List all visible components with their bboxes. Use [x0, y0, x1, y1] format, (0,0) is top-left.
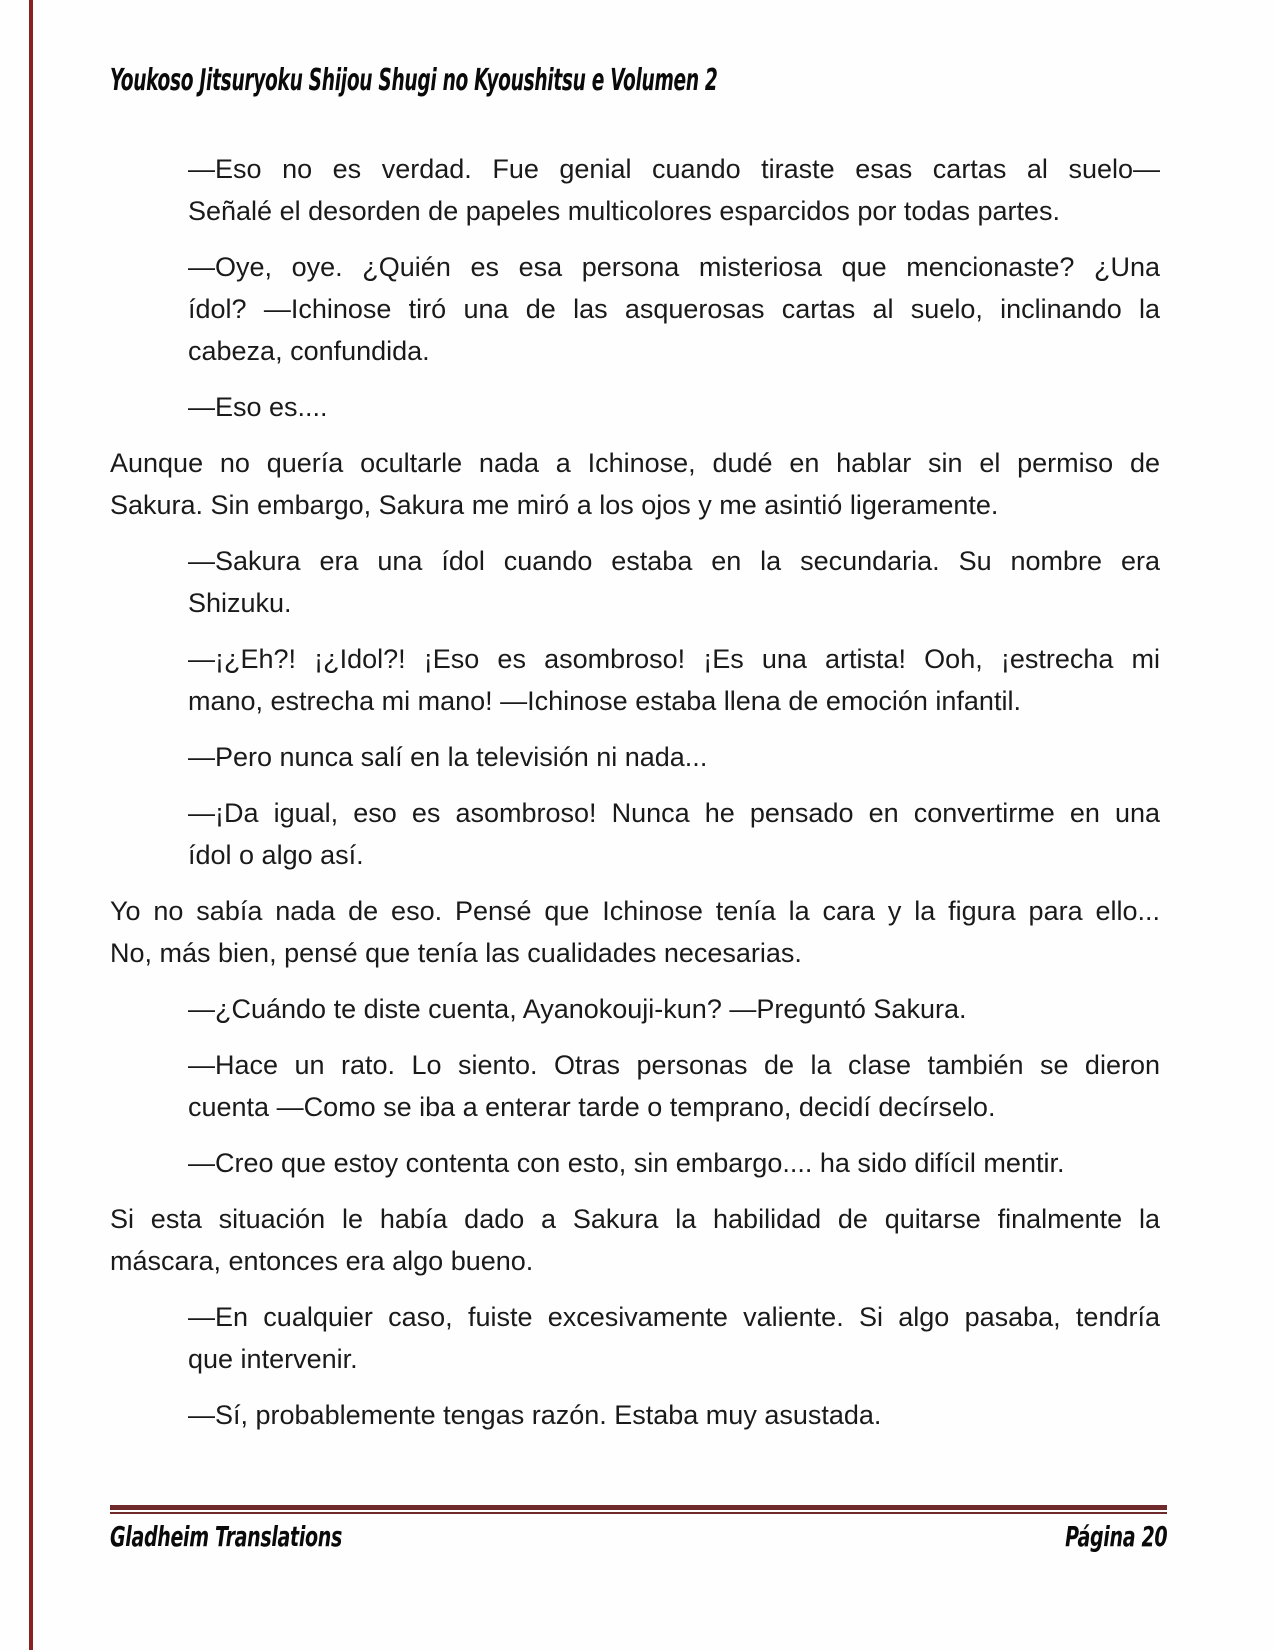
text-line: Señalé el desorden de papeles multicolores esparcidos por todas partes.	[188, 196, 1061, 226]
footer-rule	[110, 1505, 1167, 1514]
text-line: que intervenir.	[188, 1344, 358, 1374]
text-line: —¿Cuándo te diste cuenta, Ayanokouji-kun? —Preguntó Sakura.	[188, 994, 967, 1024]
text-line: No, más bien, pensé que tenía las cualidades necesarias.	[110, 938, 802, 968]
text-line: —Sí, probablemente tengas razón. Estaba muy asustada.	[188, 1400, 882, 1430]
page-footer	[110, 1520, 1167, 1556]
text-line: —En cualquier caso, fuiste excesivamente valiente. Si algo pasaba, tendría	[188, 1302, 1160, 1332]
footer-translator-credit: Gladheim Translations	[110, 1520, 342, 1553]
text-line: Si esta situación le había dado a Sakura la habilidad de quitarse finalmente la	[110, 1204, 1160, 1234]
paragraph-dialogue	[188, 1296, 1160, 1380]
text-line: —¡Da igual, eso es asombroso! Nunca he pensado en convertirme en una	[188, 798, 1160, 828]
header-title: Youkoso Jitsuryoku Shijou Shugi no Kyoushitsu e Volumen 2	[110, 63, 718, 98]
paragraph-narration	[110, 442, 1160, 526]
text-line: —Creo que estoy contenta con esto, sin embargo.... ha sido difícil mentir.	[188, 1148, 1065, 1178]
paragraph-dialogue	[188, 1142, 1160, 1184]
paragraph-dialogue	[188, 988, 1160, 1030]
footer-page-number: Página 20	[1064, 1520, 1167, 1553]
paragraph-dialogue	[188, 638, 1160, 722]
text-line: —Oye, oye. ¿Quién es esa persona misteriosa que mencionaste? ¿Una	[188, 252, 1160, 282]
paragraph-narration	[110, 1198, 1160, 1282]
text-line: cabeza, confundida.	[188, 336, 430, 366]
paragraph-dialogue	[188, 386, 1160, 428]
text-line: Shizuku.	[188, 588, 292, 618]
text-line: —¡¿Eh?! ¡¿Idol?! ¡Eso es asombroso! ¡Es una artista! Ooh, ¡estrecha mi	[188, 644, 1160, 674]
paragraph-dialogue	[188, 792, 1160, 876]
text-line: —Sakura era una ídol cuando estaba en la secundaria. Su nombre era	[188, 546, 1160, 576]
body-text	[110, 148, 1160, 1450]
text-line: —Pero nunca salí en la televisión ni nada...	[188, 742, 708, 772]
text-line: ídol? —Ichinose tiró una de las asquerosas cartas al suelo, inclinando la	[188, 294, 1160, 324]
page-header	[110, 62, 1167, 102]
text-line: —Hace un rato. Lo siento. Otras personas de la clase también se dieron	[188, 1050, 1160, 1080]
paragraph-dialogue	[188, 246, 1160, 372]
text-line: mano, estrecha mi mano! —Ichinose estaba llena de emoción infantil.	[188, 686, 1021, 716]
paragraph-dialogue	[188, 540, 1160, 624]
text-line: cuenta —Como se iba a enterar tarde o temprano, decidí decírselo.	[188, 1092, 996, 1122]
text-line: Aunque no quería ocultarle nada a Ichinose, dudé en hablar sin el permiso de	[110, 448, 1160, 478]
text-line: Yo no sabía nada de eso. Pensé que Ichinose tenía la cara y la figura para ello...	[110, 896, 1160, 926]
text-line: —Eso es....	[188, 392, 328, 422]
text-line: Sakura. Sin embargo, Sakura me miró a los ojos y me asintió ligeramente.	[110, 490, 999, 520]
paragraph-dialogue	[188, 1044, 1160, 1128]
paragraph-dialogue	[188, 1394, 1160, 1436]
text-line: máscara, entonces era algo bueno.	[110, 1246, 534, 1276]
paragraph-narration	[110, 890, 1160, 974]
text-line: ídol o algo así.	[188, 840, 364, 870]
paragraph-dialogue	[188, 148, 1160, 232]
paragraph-dialogue	[188, 736, 1160, 778]
text-line: —Eso no es verdad. Fue genial cuando tiraste esas cartas al suelo—	[188, 154, 1160, 184]
page-edge-line	[29, 0, 33, 1650]
